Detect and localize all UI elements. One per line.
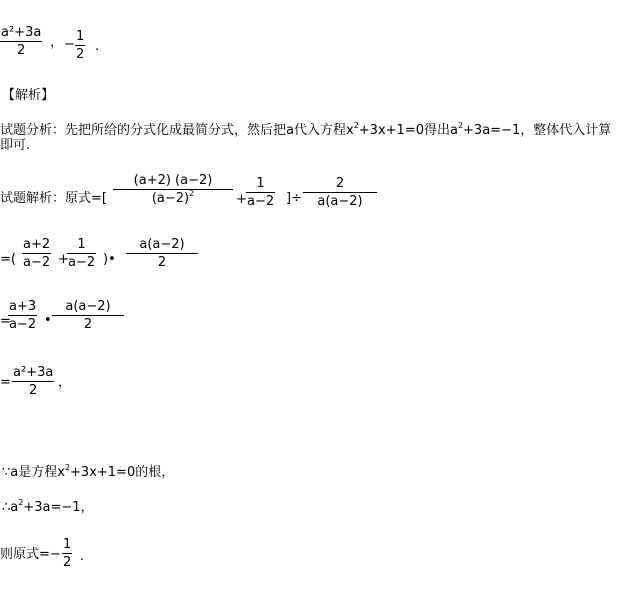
step4-prefix: = [0,375,11,390]
answer-half [75,30,85,61]
answer-period: . [95,39,100,54]
step4-comma: ， [58,375,72,390]
answer-minus: − [64,37,75,52]
answer-comma: ， [50,35,64,50]
step3-f2-numerator: a(a−2) [65,299,111,314]
analysis-line-1 [0,121,612,138]
analysis-label: 试题分析： [0,123,66,138]
term3-denominator: a(a−2) [317,194,363,209]
fraction-bar [126,253,198,254]
term2-denominator: a−2 [247,194,275,209]
step2-f1-numerator: a+2 [23,237,51,252]
fraction-bar [113,189,233,190]
answer-denominator: 2 [17,43,26,58]
final-numerator: 1 [63,537,72,552]
term2-numerator: 1 [256,176,265,191]
final-period: . [80,549,85,564]
final-fraction [62,538,72,569]
step2-f3-numerator: a(a−2) [139,237,185,252]
fraction-bar [67,253,96,254]
step2-f1-denominator: a−2 [23,255,51,270]
therefore-text-a: ∴a [2,500,19,515]
answer-numerator: a²+3a [1,25,42,40]
step4-denominator: 2 [29,383,38,398]
term1-den-base: (a−2) [151,191,190,206]
therefore-line [2,498,94,515]
analysis-text-a: 先把所给的分式化成最简分式，然后把a代入方程x [65,123,354,138]
close-paren-dot: )• [103,252,116,267]
step3-f1-numerator: a+3 [9,299,37,314]
step2-f2-denominator: a−2 [68,255,96,270]
step3-prefix: = [0,314,11,329]
analysis-text-b: +3x+1=0得出a [358,123,458,138]
analysis-text-c: +3a=−1，整体代入计算 [463,123,612,138]
step3-f2-denominator: 2 [83,317,93,332]
step3-frac-1 [8,300,37,331]
dot-operator: • [44,313,52,328]
fraction-bar [246,192,275,193]
close-bracket-div: ]÷ [286,191,302,206]
solution-term-2 [246,177,275,208]
fraction-bar [0,41,42,42]
term1-numerator: (a+2) (a−2) [133,173,213,188]
final-denominator: 2 [63,555,72,570]
superscript: 2 [189,189,195,198]
term3-numerator: 2 [335,176,345,191]
superscript: 2 [457,121,464,130]
superscript: 2 [353,121,359,130]
root-text-a: ∵a是方程x [2,465,65,480]
step2-f3-denominator: 2 [157,255,167,270]
fraction-bar [62,553,72,554]
fraction-bar [303,192,377,193]
fraction-bar [8,315,37,316]
superscript: 2 [64,463,71,472]
solution-term-3 [303,177,377,208]
step4-frac [12,366,54,397]
half-denominator: 2 [76,47,85,62]
root-line [2,463,175,480]
step4-numerator: a²+3a [13,365,54,380]
step2-frac-3 [126,238,198,269]
superscript: 2 [18,498,24,507]
solution-term-1 [113,174,233,205]
analysis-line-2: 即可. [0,138,31,153]
half-numerator: 1 [76,29,85,44]
root-text-b: +3x+1=0的根， [70,465,175,480]
fraction-bar [22,253,51,254]
plus-sign: + [58,252,69,267]
therefore-text-b: +3a=−1， [23,500,94,515]
step2-f2-numerator: 1 [77,237,86,252]
plus-sign: + [236,192,247,207]
term1-denominator [151,189,195,206]
step2-frac-1 [22,238,51,269]
analysis-header: 【解析】 [2,88,55,103]
step2-frac-2 [67,238,96,269]
step2-prefix: =( [0,252,16,267]
answer-fraction [0,26,42,57]
fraction-bar [52,315,124,316]
final-text: 则原式=− [0,547,61,562]
fraction-bar [75,45,85,46]
step3-f1-denominator: a−2 [9,317,37,332]
solution-label: 试题解析：原式=[ [0,191,107,206]
fraction-bar [12,381,54,382]
step3-frac-2 [52,300,124,331]
